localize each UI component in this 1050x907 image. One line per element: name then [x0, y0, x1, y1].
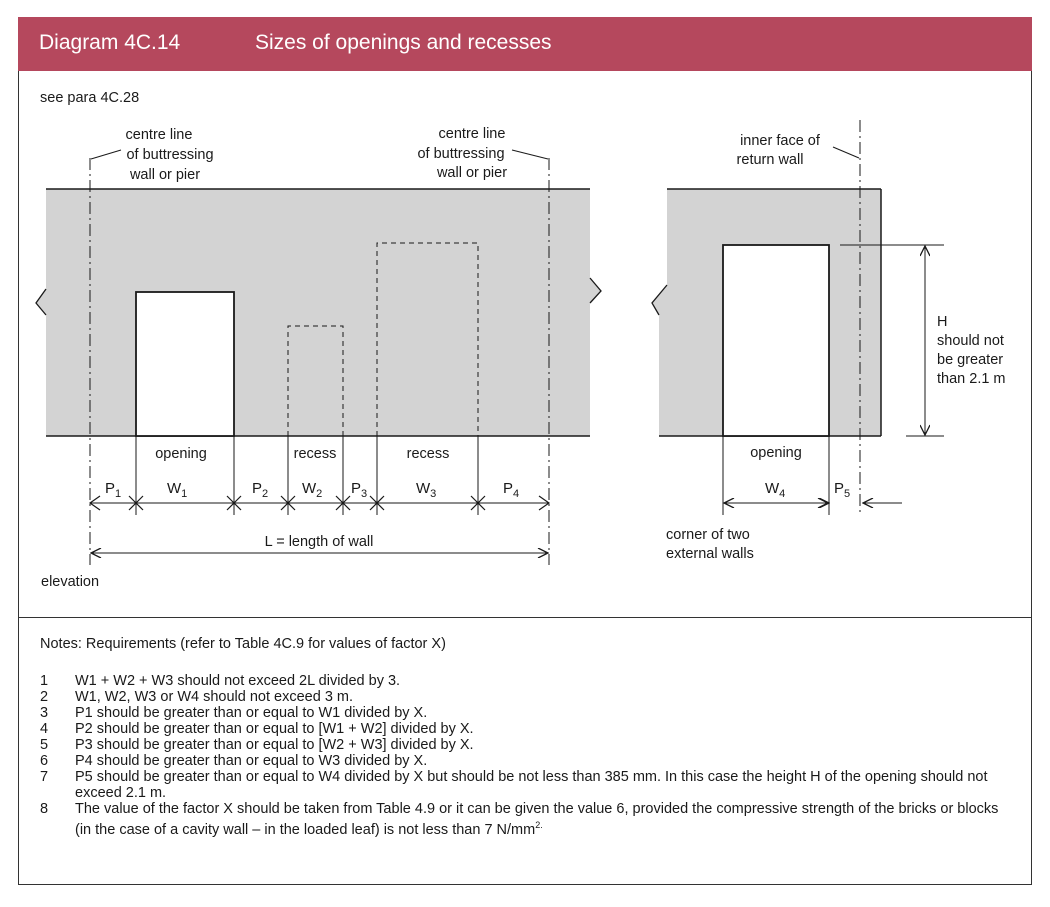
dim-p2: $P_2$: [252, 480, 269, 500]
note-item: 7 P5 should be greater than or equal to W4 divided by X but should be not less than 385 mm. In this case the height H of the opening should not exceed 2.1 m.: [40, 769, 988, 801]
dim-w1: $W_1$: [167, 480, 188, 500]
recess-label-2: recess: [406, 446, 450, 462]
note-item: 8 The value of the factor X should be taken from Table 4.9 or it can be given the value 6, provided the compressive strength of the bricks or blocks (in the case of a cavity wall – in the loaded leaf) is not less than 7 $N/mm^{2.}$: [40, 801, 999, 838]
dim-w3: $W_3$: [416, 480, 437, 500]
corner-caption: corner of two external walls: [666, 527, 754, 562]
elevation-caption: elevation: [41, 574, 100, 590]
diagram-number: Diagram 4C.14: [39, 31, 181, 54]
corner-opening-label: opening: [750, 445, 802, 461]
return-wall-leader: [833, 147, 859, 158]
note-item: 3 P1 should be greater than or equal to W1 divided by X.: [40, 705, 428, 721]
dim-p4: $P_4$: [503, 480, 520, 500]
centre-line-right-leader: [512, 150, 548, 159]
dim-w4: $W_4$: [765, 480, 786, 500]
elevation-wall: [36, 189, 601, 436]
centre-line-left-leader: [91, 150, 121, 159]
centre-line-left-label: centre line of buttressing wall or pier: [125, 127, 214, 183]
recess-label-1: recess: [293, 446, 337, 462]
note-item: 6 P4 should be greater than or equal to W3 divided by X.: [40, 753, 428, 769]
notes-divider: [18, 617, 1032, 618]
note-item: 1 W1 + W2 + W3 should not exceed 2L divided by 3.: [40, 673, 401, 689]
reference-text: see para 4C.28: [40, 90, 140, 106]
notes-section: [40, 636, 1015, 838]
note-superscript: 2.: [535, 820, 543, 830]
note-item: 5 P3 should be greater than or equal to [W2 + W3] divided by X.: [40, 737, 474, 753]
diagram-title: Sizes of openings and recesses: [255, 31, 552, 54]
note-item: 4 P2 should be greater than or equal to [W1 + W2] divided by X.: [40, 721, 474, 737]
dim-p5: $P_5$: [834, 480, 851, 500]
height-label: H should not be greater than 2.1 m: [937, 314, 1006, 387]
dim-w2: $W_2$: [302, 480, 323, 500]
notes-list: [40, 673, 1015, 838]
opening-1: [136, 292, 234, 436]
centre-line-right-label: centre line of buttressing wall or pier: [417, 126, 508, 181]
opening-label: opening: [155, 446, 207, 462]
return-wall-label: inner face of return wall: [736, 133, 820, 168]
dim-p3: $P_3$: [351, 480, 368, 500]
length-label: L = length of wall: [264, 534, 374, 550]
dim-p1: $P_1$: [105, 480, 122, 500]
note-item: 2 W1, W2, W3 or W4 should not exceed 3 m.: [40, 689, 354, 705]
opening-4: [723, 245, 829, 436]
notes-intro: Notes: Requirements (refer to Table 4C.9 for values of factor X): [40, 636, 446, 652]
